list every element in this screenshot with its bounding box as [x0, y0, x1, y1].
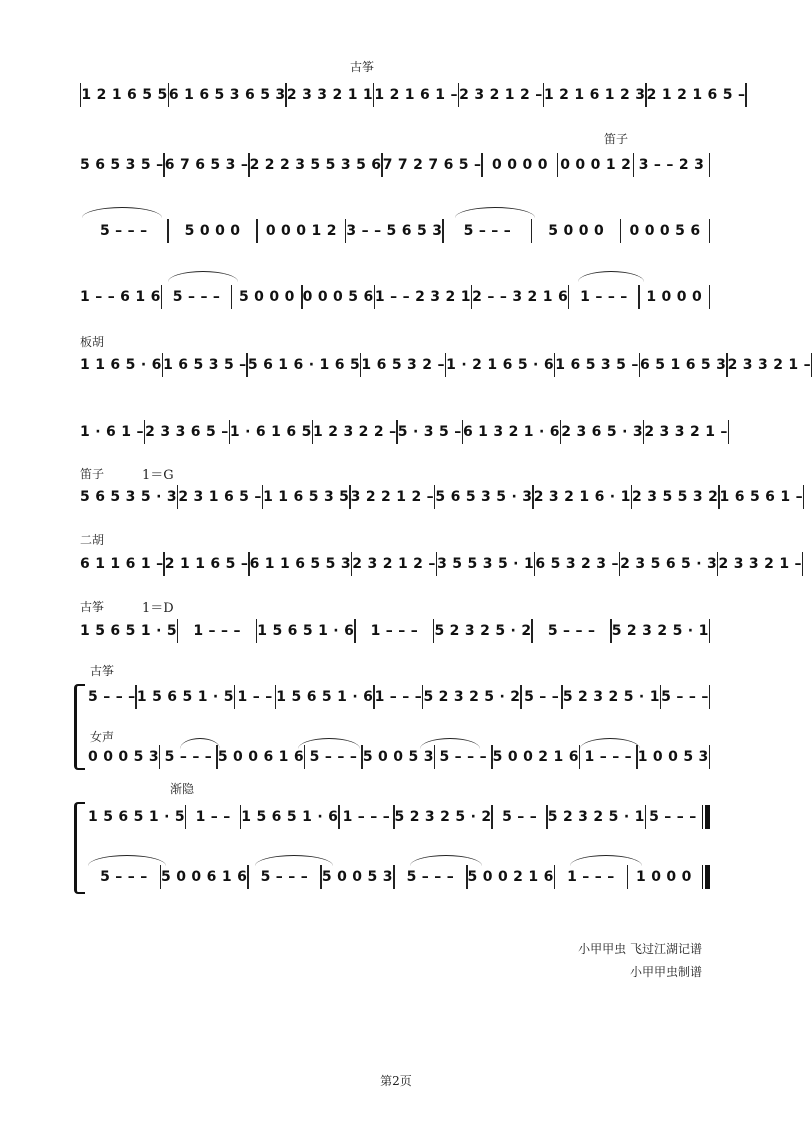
measure: 5 – – –: [406, 869, 455, 885]
measure: 1 2 3 2 2 –: [313, 424, 397, 440]
measure: 5 – – –: [99, 223, 148, 239]
measure: 1 – – –: [584, 749, 632, 765]
measure: 2 1 2 1 6 5 –: [646, 87, 746, 103]
measure: 5 2 3 2 5 · 1: [611, 623, 709, 639]
measure: 5 2 3 2 5 · 1: [562, 689, 660, 705]
instrument-label-guzheng-3: 古筝: [80, 600, 105, 614]
measure: 1 5 6 5 1 · 6: [276, 689, 374, 705]
measure: 1 2 1 6 1 2 3: [543, 87, 646, 103]
measure: 2 3 3 2 1 1: [286, 87, 373, 103]
score-system-7: [80, 482, 803, 512]
measure: 2 3 1 6 5 –: [178, 489, 262, 505]
measure: 5 0 0 6 1 6: [161, 869, 248, 885]
measure: 5 – – –: [649, 809, 697, 825]
slur: [578, 271, 644, 282]
instrument-label-female-voice: 女声: [90, 730, 115, 744]
measure: 5 0 0 6 1 6: [217, 749, 304, 765]
final-barline: [702, 865, 703, 889]
measure: 3 – – 2 3: [638, 157, 705, 173]
measure: 2 – – 3 2 1 6: [472, 289, 569, 305]
measure: 1 · 6 1 6 5: [229, 424, 312, 440]
measure: 1 – – –: [370, 623, 419, 639]
measure: 6 1 1 6 1 –: [80, 556, 164, 572]
measure: 5 – – –: [164, 749, 213, 765]
score-system-10-guzheng: [88, 682, 710, 712]
transcriber-credit: 小甲甲虫 飞过江湖记谱: [578, 942, 702, 956]
measure: 1 – –: [237, 689, 273, 705]
measure: 0 0 0 1 2: [560, 157, 632, 173]
instrument-label-guzheng: 古筝: [350, 60, 375, 74]
measure: 5 0 0 0: [238, 289, 295, 305]
score-system-11-voice: [88, 742, 710, 772]
score-system-1: [80, 80, 746, 110]
measure: 6 5 1 6 5 3: [640, 357, 727, 373]
measure: 5 0 0 0: [548, 223, 604, 239]
measure: 5 6 5 3 5 · 3: [435, 489, 533, 505]
measure: 1 6 5 6 1 –: [719, 489, 803, 505]
measure: 0 0 0 5 6: [629, 223, 701, 239]
system-brace: [74, 802, 85, 894]
measure: 5 0 0 0: [184, 223, 241, 239]
measure: 1 0 0 5 3: [637, 749, 709, 765]
measure: 5 0 0 5 3: [362, 749, 434, 765]
measure: 3 5 5 3 5 · 1: [437, 556, 534, 572]
measure: 1 6 5 3 5 –: [555, 357, 639, 373]
measure: 2 3 3 2 1 –: [644, 424, 728, 440]
measure: 2 1 1 6 5 –: [164, 556, 249, 572]
measure: 2 3 5 5 3 2: [632, 489, 719, 505]
measure: 6 5 3 2 3 –: [535, 556, 619, 572]
measure: 2 3 6 5 · 3: [561, 424, 643, 440]
measure: 5 – – –: [661, 689, 709, 705]
page-number: 第2页: [380, 1074, 412, 1088]
measure: 5 0 0 2 1 6: [492, 749, 579, 765]
final-barline: [702, 805, 703, 829]
score-system-9: [80, 616, 710, 646]
barline: [709, 685, 710, 709]
measure: 5 2 3 2 5 · 1: [547, 809, 645, 825]
measure: 2 3 5 6 5 · 3: [620, 556, 718, 572]
measure: 0 0 0 0: [492, 157, 548, 173]
measure: 2 3 2 1 2 –: [459, 87, 543, 103]
barline: [709, 219, 710, 243]
score-system-8: [80, 549, 802, 579]
measure: 1 – – –: [580, 289, 628, 305]
measure: 1 6 5 3 5 –: [163, 357, 247, 373]
measure: 1 1 6 5 3 5: [263, 489, 350, 505]
measure: 1 0 0 0: [646, 289, 703, 305]
measure: 5 – – –: [100, 869, 148, 885]
measure: 2 3 3 6 5 –: [145, 424, 229, 440]
measure: 5 2 3 2 5 · 2: [423, 689, 521, 705]
barline: [709, 619, 710, 643]
measure: 2 2 2 3 5 5 3 5 6: [249, 157, 382, 173]
score-system-12-guzheng: [88, 802, 710, 832]
key-signature-d: 1＝D: [142, 601, 174, 616]
measure: 5 – –: [524, 689, 560, 705]
measure: 1 5 6 5 1 · 5: [88, 809, 185, 825]
dynamic-fade-out: 渐隐: [170, 782, 195, 796]
typesetter-credit: 小甲甲虫制谱: [629, 965, 702, 979]
final-barline-thick: [705, 865, 710, 889]
barline: [803, 485, 804, 509]
measure: 6 1 1 6 5 5 3: [249, 556, 351, 572]
measure: 6 1 6 5 3 6 5 3: [168, 87, 286, 103]
measure: 5 – –: [502, 809, 538, 825]
measure: 0 0 0 1 2: [265, 223, 337, 239]
barline: [728, 420, 729, 444]
score-system-2: [80, 150, 710, 180]
final-barline-thick: [705, 805, 710, 829]
measure: 1 5 6 5 1 · 5: [136, 689, 234, 705]
key-signature-g: 1＝G: [142, 468, 174, 483]
measure: 1 5 6 5 1 · 6: [241, 809, 339, 825]
measure: 5 2 3 2 5 · 2: [434, 623, 532, 639]
barline: [709, 285, 710, 309]
measure: 5 – – –: [260, 869, 309, 885]
measure: 5 6 5 3 5 –: [80, 157, 164, 173]
measure: 1 – – –: [342, 809, 391, 825]
measure: 5 – – –: [88, 689, 136, 705]
measure: 1 0 0 0: [635, 869, 692, 885]
measure: 1 5 6 5 1 · 5: [80, 623, 177, 639]
measure: 2 3 3 2 1 –: [727, 357, 811, 373]
instrument-label-dizi: 笛子: [604, 132, 629, 146]
measure: 6 1 3 2 1 · 6: [462, 424, 560, 440]
instrument-label-dizi-2: 笛子: [80, 467, 105, 481]
measure: 5 – – –: [309, 749, 358, 765]
measure: 1 – – –: [567, 869, 615, 885]
barline: [709, 153, 710, 177]
measure: 5 6 1 6 · 1 6 5: [247, 357, 360, 373]
measure: 5 0 0 2 1 6: [467, 869, 554, 885]
measure: 1 – – 2 3 2 1: [374, 289, 471, 305]
score-system-5: [80, 350, 811, 380]
measure: 1 2 1 6 5 5: [81, 87, 168, 103]
measure: 3 2 2 1 2 –: [350, 489, 434, 505]
slur: [168, 271, 238, 282]
measure: 5 – – –: [439, 749, 487, 765]
measure: 0 0 0 5 3: [88, 749, 159, 765]
instrument-label-erhu: 二胡: [80, 533, 105, 547]
measure: 5 – – –: [547, 623, 596, 639]
barline: [802, 552, 803, 576]
measure: 1 · 6 1 –: [80, 424, 144, 440]
measure: 2 3 2 1 2 –: [352, 556, 436, 572]
measure: 5 – – –: [172, 289, 221, 305]
measure: 7 7 2 7 6 5 –: [382, 157, 482, 173]
barline: [709, 745, 710, 769]
measure: 2 3 3 2 1 –: [718, 556, 802, 572]
measure: 5 · 3 5 –: [397, 424, 462, 440]
measure: 2 3 2 1 6 · 1: [533, 489, 631, 505]
measure: 1 5 6 5 1 · 6: [257, 623, 355, 639]
measure: 1 1 6 5 · 6: [80, 357, 162, 373]
measure: 1 · 2 1 6 5 · 6: [446, 357, 554, 373]
instrument-label-banhu: 板胡: [80, 335, 105, 349]
measure: 5 2 3 2 5 · 2: [394, 809, 492, 825]
system-brace: [74, 684, 85, 770]
measure: 5 6 5 3 5 · 3: [80, 489, 177, 505]
instrument-label-guzheng-4: 古筝: [90, 664, 115, 678]
measure: 5 0 0 5 3: [321, 869, 393, 885]
score-system-13-voice: [88, 862, 710, 892]
score-system-6: [80, 417, 728, 447]
barline: [745, 83, 746, 107]
measure: 1 2 1 6 1 –: [374, 87, 458, 103]
measure: 6 7 6 5 3 –: [164, 157, 249, 173]
measure: 5 – – –: [463, 223, 512, 239]
measure: 1 – – 6 1 6: [80, 289, 161, 305]
score-system-4: [80, 282, 710, 312]
measure: 1 – –: [195, 809, 231, 825]
measure: 1 – – –: [374, 689, 423, 705]
measure: 1 6 5 3 2 –: [361, 357, 445, 373]
measure: 1 – – –: [193, 623, 241, 639]
measure: 0 0 0 5 6: [302, 289, 374, 305]
score-system-3: [80, 216, 710, 246]
measure: 3 – – 5 6 5 3: [346, 223, 443, 239]
